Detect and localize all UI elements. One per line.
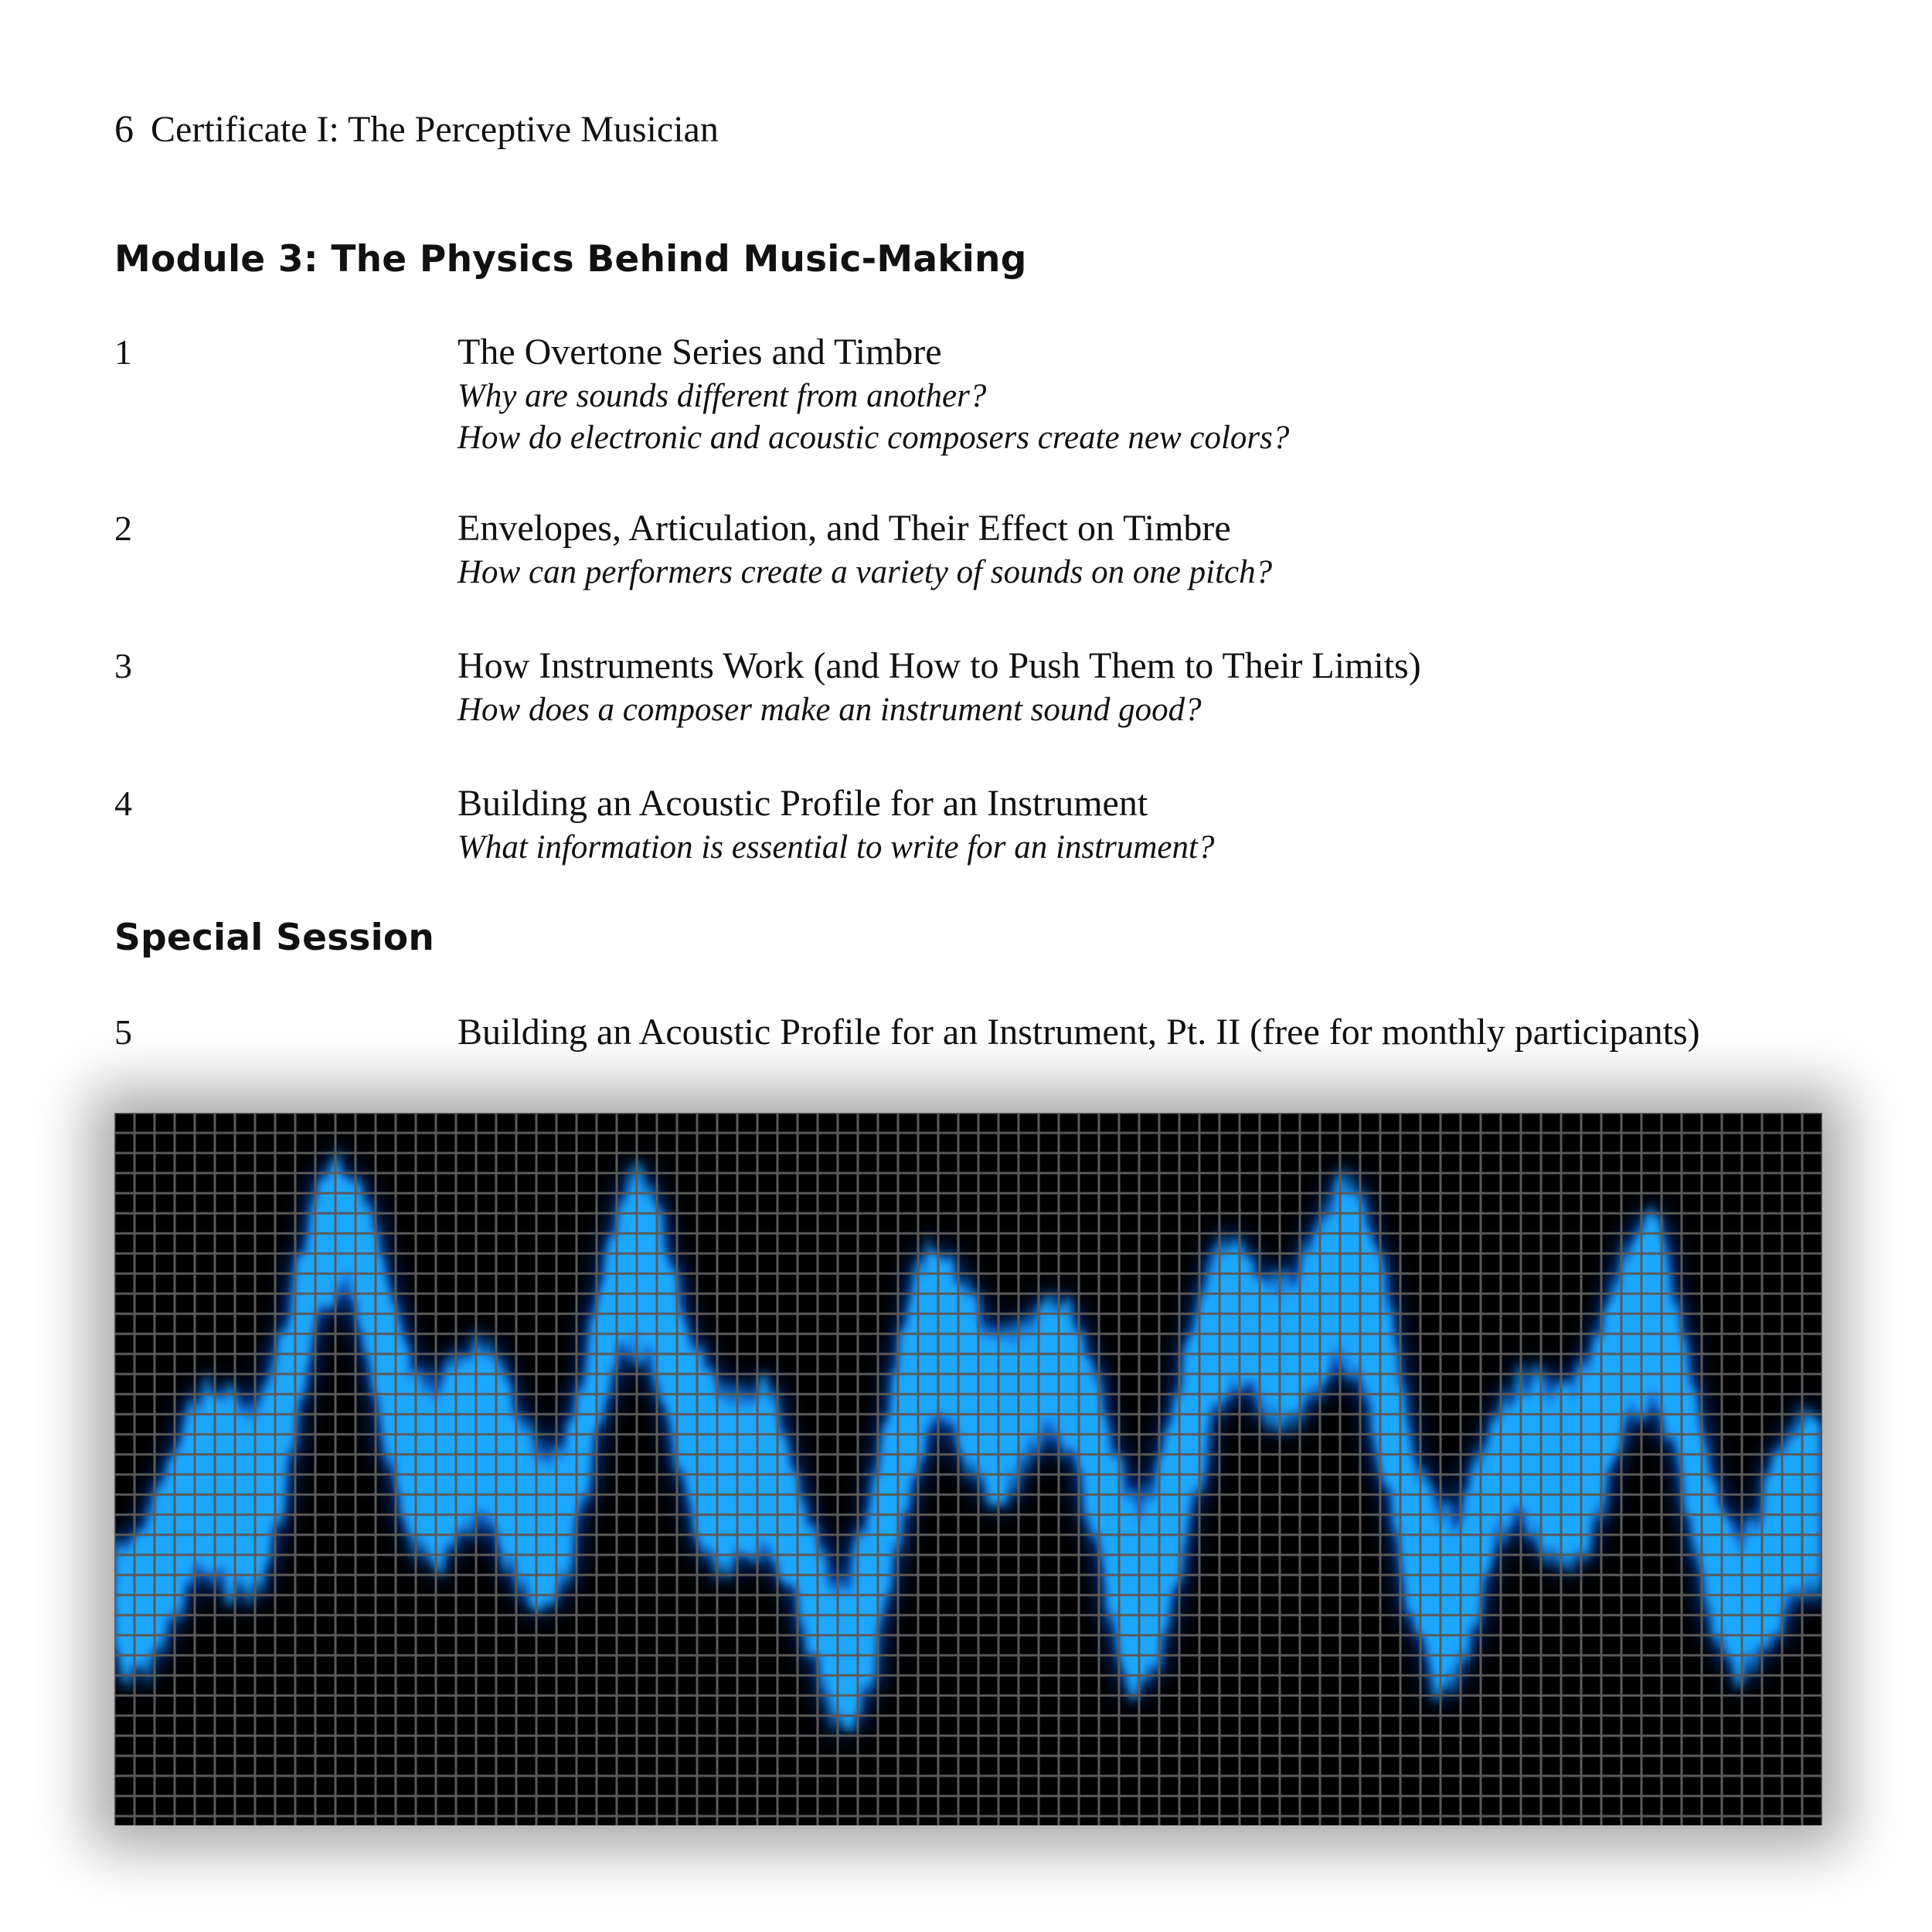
- session-question: Why are sounds different from another?: [457, 378, 987, 414]
- page-header: [114, 105, 719, 153]
- session-question: How does a composer make an instrument sound good?: [457, 692, 1202, 728]
- session-number: 4: [114, 784, 132, 823]
- special-session-heading: Special Session: [114, 917, 435, 959]
- running-title: Certificate I: The Perceptive Musician: [151, 109, 719, 150]
- session-question: How can performers create a variety of sounds on one pitch?: [457, 554, 1273, 590]
- module-heading: Module 3: The Physics Behind Music-Making: [114, 238, 1027, 281]
- sound-waveform-icon: [114, 1113, 1822, 1825]
- session-title: How Instruments Work (and How to Push Them to Their Limits): [457, 645, 1421, 686]
- session-number: 2: [114, 509, 132, 548]
- session-question: How do electronic and acoustic composers create new colors?: [457, 420, 1290, 456]
- session-title: Building an Acoustic Profile for an Instrument, Pt. II (free for monthly participants): [457, 1012, 1700, 1053]
- page-number: 6: [114, 107, 134, 150]
- session-number: 5: [114, 1012, 132, 1052]
- session-number: 1: [114, 332, 132, 372]
- session-question: What information is essential to write for an instrument?: [457, 829, 1215, 866]
- session-number: 3: [114, 646, 132, 685]
- session-title: Building an Acoustic Profile for an Instrument: [457, 783, 1148, 824]
- waveform-image: [114, 1113, 1822, 1825]
- session-title: The Overtone Series and Timbre: [457, 332, 942, 372]
- session-title: Envelopes, Articulation, and Their Effect on Timbre: [457, 508, 1231, 549]
